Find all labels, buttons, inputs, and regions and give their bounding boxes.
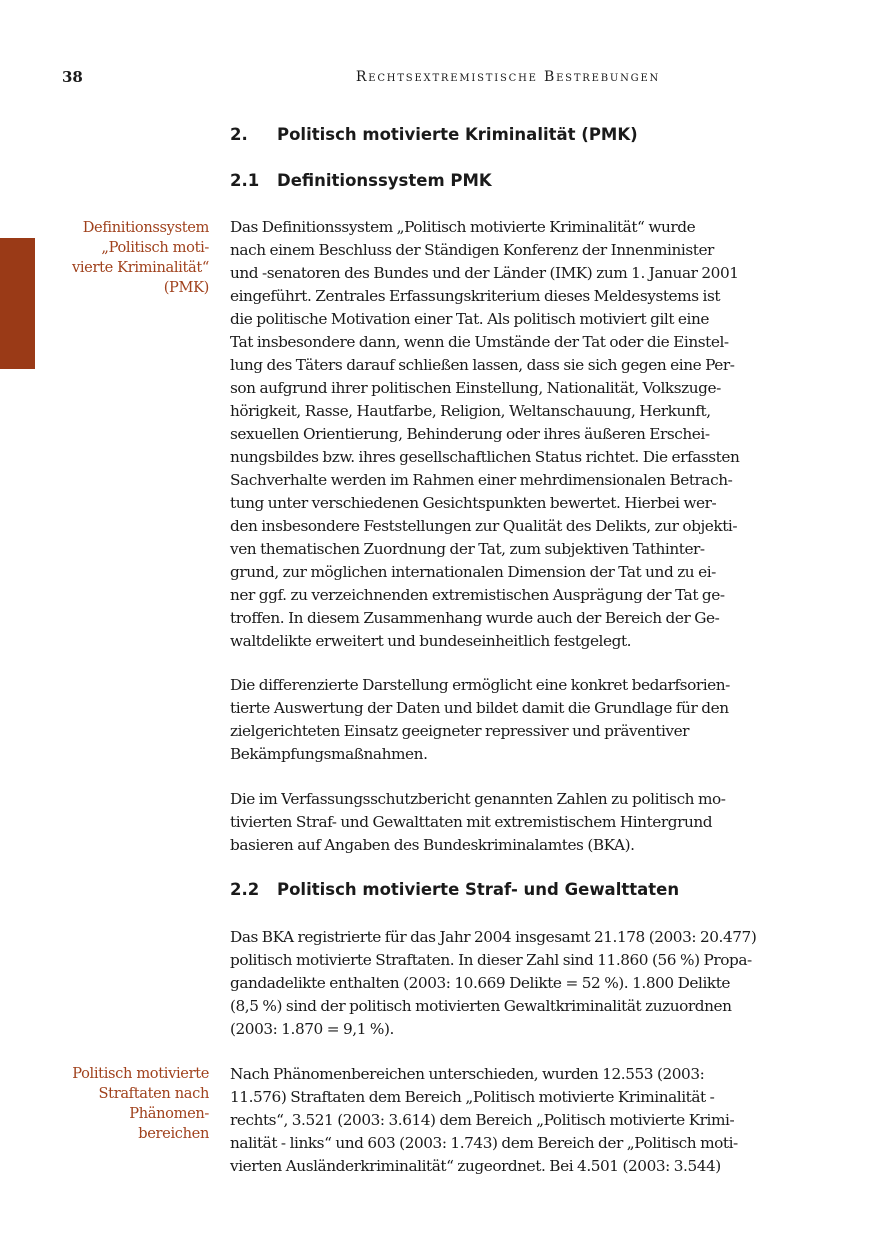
text-line: Bekämpfungsmaßnahmen. <box>230 745 428 763</box>
text-line: zielgerichteten Einsatz geeigneter repressiver und präventiver <box>230 722 690 740</box>
text-line: vierten Ausländerkriminalität“ zugeordnet. Bei 4.501 (2003: 3.544) <box>230 1157 721 1175</box>
paragraph-definition-system <box>230 216 786 653</box>
text-line: eingeführt. Zentrales Erfassungskriterium dieses Meldesystems ist <box>230 287 721 305</box>
section-number: 2.2 <box>230 880 260 899</box>
text-line: Die im Verfassungsschutzbericht genannten Zahlen zu politisch mo- <box>230 790 726 808</box>
text-line: nungsbildes bzw. ihres gesellschaftlichen Status richtet. Die erfassten <box>230 448 740 466</box>
text-line: basieren auf Angaben des Bundeskriminalamtes (BKA). <box>230 836 635 854</box>
text-line: tierte Auswertung der Daten und bildet damit die Grundlage für den <box>230 699 729 717</box>
text-line: die politische Motivation einer Tat. Als politisch motiviert gilt eine <box>230 310 709 328</box>
section-heading-2 <box>230 125 638 144</box>
paragraph-bka-source <box>230 788 786 857</box>
text-line: nalität - links“ und 603 (2003: 1.743) dem Bereich der „Politisch moti- <box>230 1134 738 1152</box>
section-heading-2-1 <box>230 171 492 190</box>
text-line: den insbesondere Feststellungen zur Qualität des Delikts, zur objekti- <box>230 517 738 535</box>
text-line: tung unter verschiedenen Gesichtspunkten bewertet. Hierbei wer- <box>230 494 717 512</box>
text-line: grund, zur möglichen internationalen Dimension der Tat und zu ei- <box>230 563 716 581</box>
section-number: 2.1 <box>230 171 260 190</box>
sidenote-definitions <box>72 218 209 298</box>
chapter-margin-tab <box>0 238 35 369</box>
text-line: rechts“, 3.521 (2003: 3.614) dem Bereich „Politisch motivierte Krimi- <box>230 1111 735 1129</box>
text-line: Sachverhalte werden im Rahmen einer mehrdimensionalen Betrach- <box>230 471 733 489</box>
paragraph-differentiated <box>230 674 786 766</box>
text-line: tivierten Straf- und Gewalttaten mit extremistischem Hintergrund <box>230 813 713 831</box>
paragraph-phenomena <box>230 1063 786 1178</box>
text-line: Das Definitionssystem „Politisch motivierte Kriminalität“ wurde <box>230 218 696 236</box>
page-number: 38 <box>62 68 83 86</box>
sidenote-line: Politisch motivierte <box>72 1065 209 1082</box>
text-line: Das BKA registrierte für das Jahr 2004 insgesamt 21.178 (2003: 20.477) <box>230 928 757 946</box>
text-line: ven thematischen Zuordnung der Tat, zum subjektiven Tathinter- <box>230 540 705 558</box>
text-line: troffen. In diesem Zusammenhang wurde auch der Bereich der Ge- <box>230 609 720 627</box>
section-number: 2. <box>230 125 248 144</box>
text-line: waltdelikte erweitert und bundeseinheitlich festgelegt. <box>230 632 632 650</box>
text-line: und -senatoren des Bundes und der Länder (IMK) zum 1. Januar 2001 <box>230 264 739 282</box>
section-title: Politisch motivierte Kriminalität (PMK) <box>277 125 638 144</box>
text-line: Tat insbesondere dann, wenn die Umstände der Tat oder die Einstel- <box>230 333 729 351</box>
section-title: Politisch motivierte Straf- und Gewalttaten <box>277 880 680 899</box>
text-line: sexuellen Orientierung, Behinderung oder ihres äußeren Erschei- <box>230 425 710 443</box>
sidenote-line: Phänomen- <box>129 1105 209 1122</box>
sidenote-line: (PMK) <box>163 279 209 296</box>
text-line: (2003: 1.870 = 9,1 %). <box>230 1020 394 1038</box>
text-line: lung des Täters darauf schließen lassen, dass sie sich gegen eine Per- <box>230 356 735 374</box>
text-line: nach einem Beschluss der Ständigen Konferenz der Innenminister <box>230 241 714 259</box>
text-line: son aufgrund ihrer politischen Einstellung, Nationalität, Volkszuge- <box>230 379 721 397</box>
text-line: 11.576) Straftaten dem Bereich „Politisch motivierte Kriminalität - <box>230 1088 715 1106</box>
sidenote-line: bereichen <box>138 1125 209 1142</box>
text-line: politisch motivierte Straftaten. In dieser Zahl sind 11.860 (56 %) Propa- <box>230 951 752 969</box>
sidenote-phenomena <box>72 1064 209 1144</box>
section-title: Definitionssystem PMK <box>277 171 492 190</box>
text-line: ner ggf. zu verzeichnenden extremistischen Ausprägung der Tat ge- <box>230 586 725 604</box>
sidenote-line: „Politisch moti- <box>101 239 209 256</box>
text-line: gandadelikte enthalten (2003: 10.669 Delikte = 52 %). 1.800 Delikte <box>230 974 731 992</box>
sidenote-line: vierte Kriminalität“ <box>71 259 209 276</box>
text-line: hörigkeit, Rasse, Hautfarbe, Religion, Weltanschauung, Herkunft, <box>230 402 711 420</box>
text-line: Die differenzierte Darstellung ermöglicht eine konkret bedarfsorien- <box>230 676 730 694</box>
section-heading-2-2 <box>230 880 679 899</box>
sidenote-line: Definitionssystem <box>82 219 209 236</box>
text-line: Nach Phänomenbereichen unterschieden, wurden 12.553 (2003: <box>230 1065 705 1083</box>
text-line: (8,5 %) sind der politisch motivierten Gewaltkriminalität zuzuordnen <box>230 997 732 1015</box>
running-header: Rechtsextremistische Bestrebungen <box>355 69 661 85</box>
sidenote-line: Straftaten nach <box>98 1085 209 1102</box>
paragraph-bka-2004 <box>230 926 786 1041</box>
